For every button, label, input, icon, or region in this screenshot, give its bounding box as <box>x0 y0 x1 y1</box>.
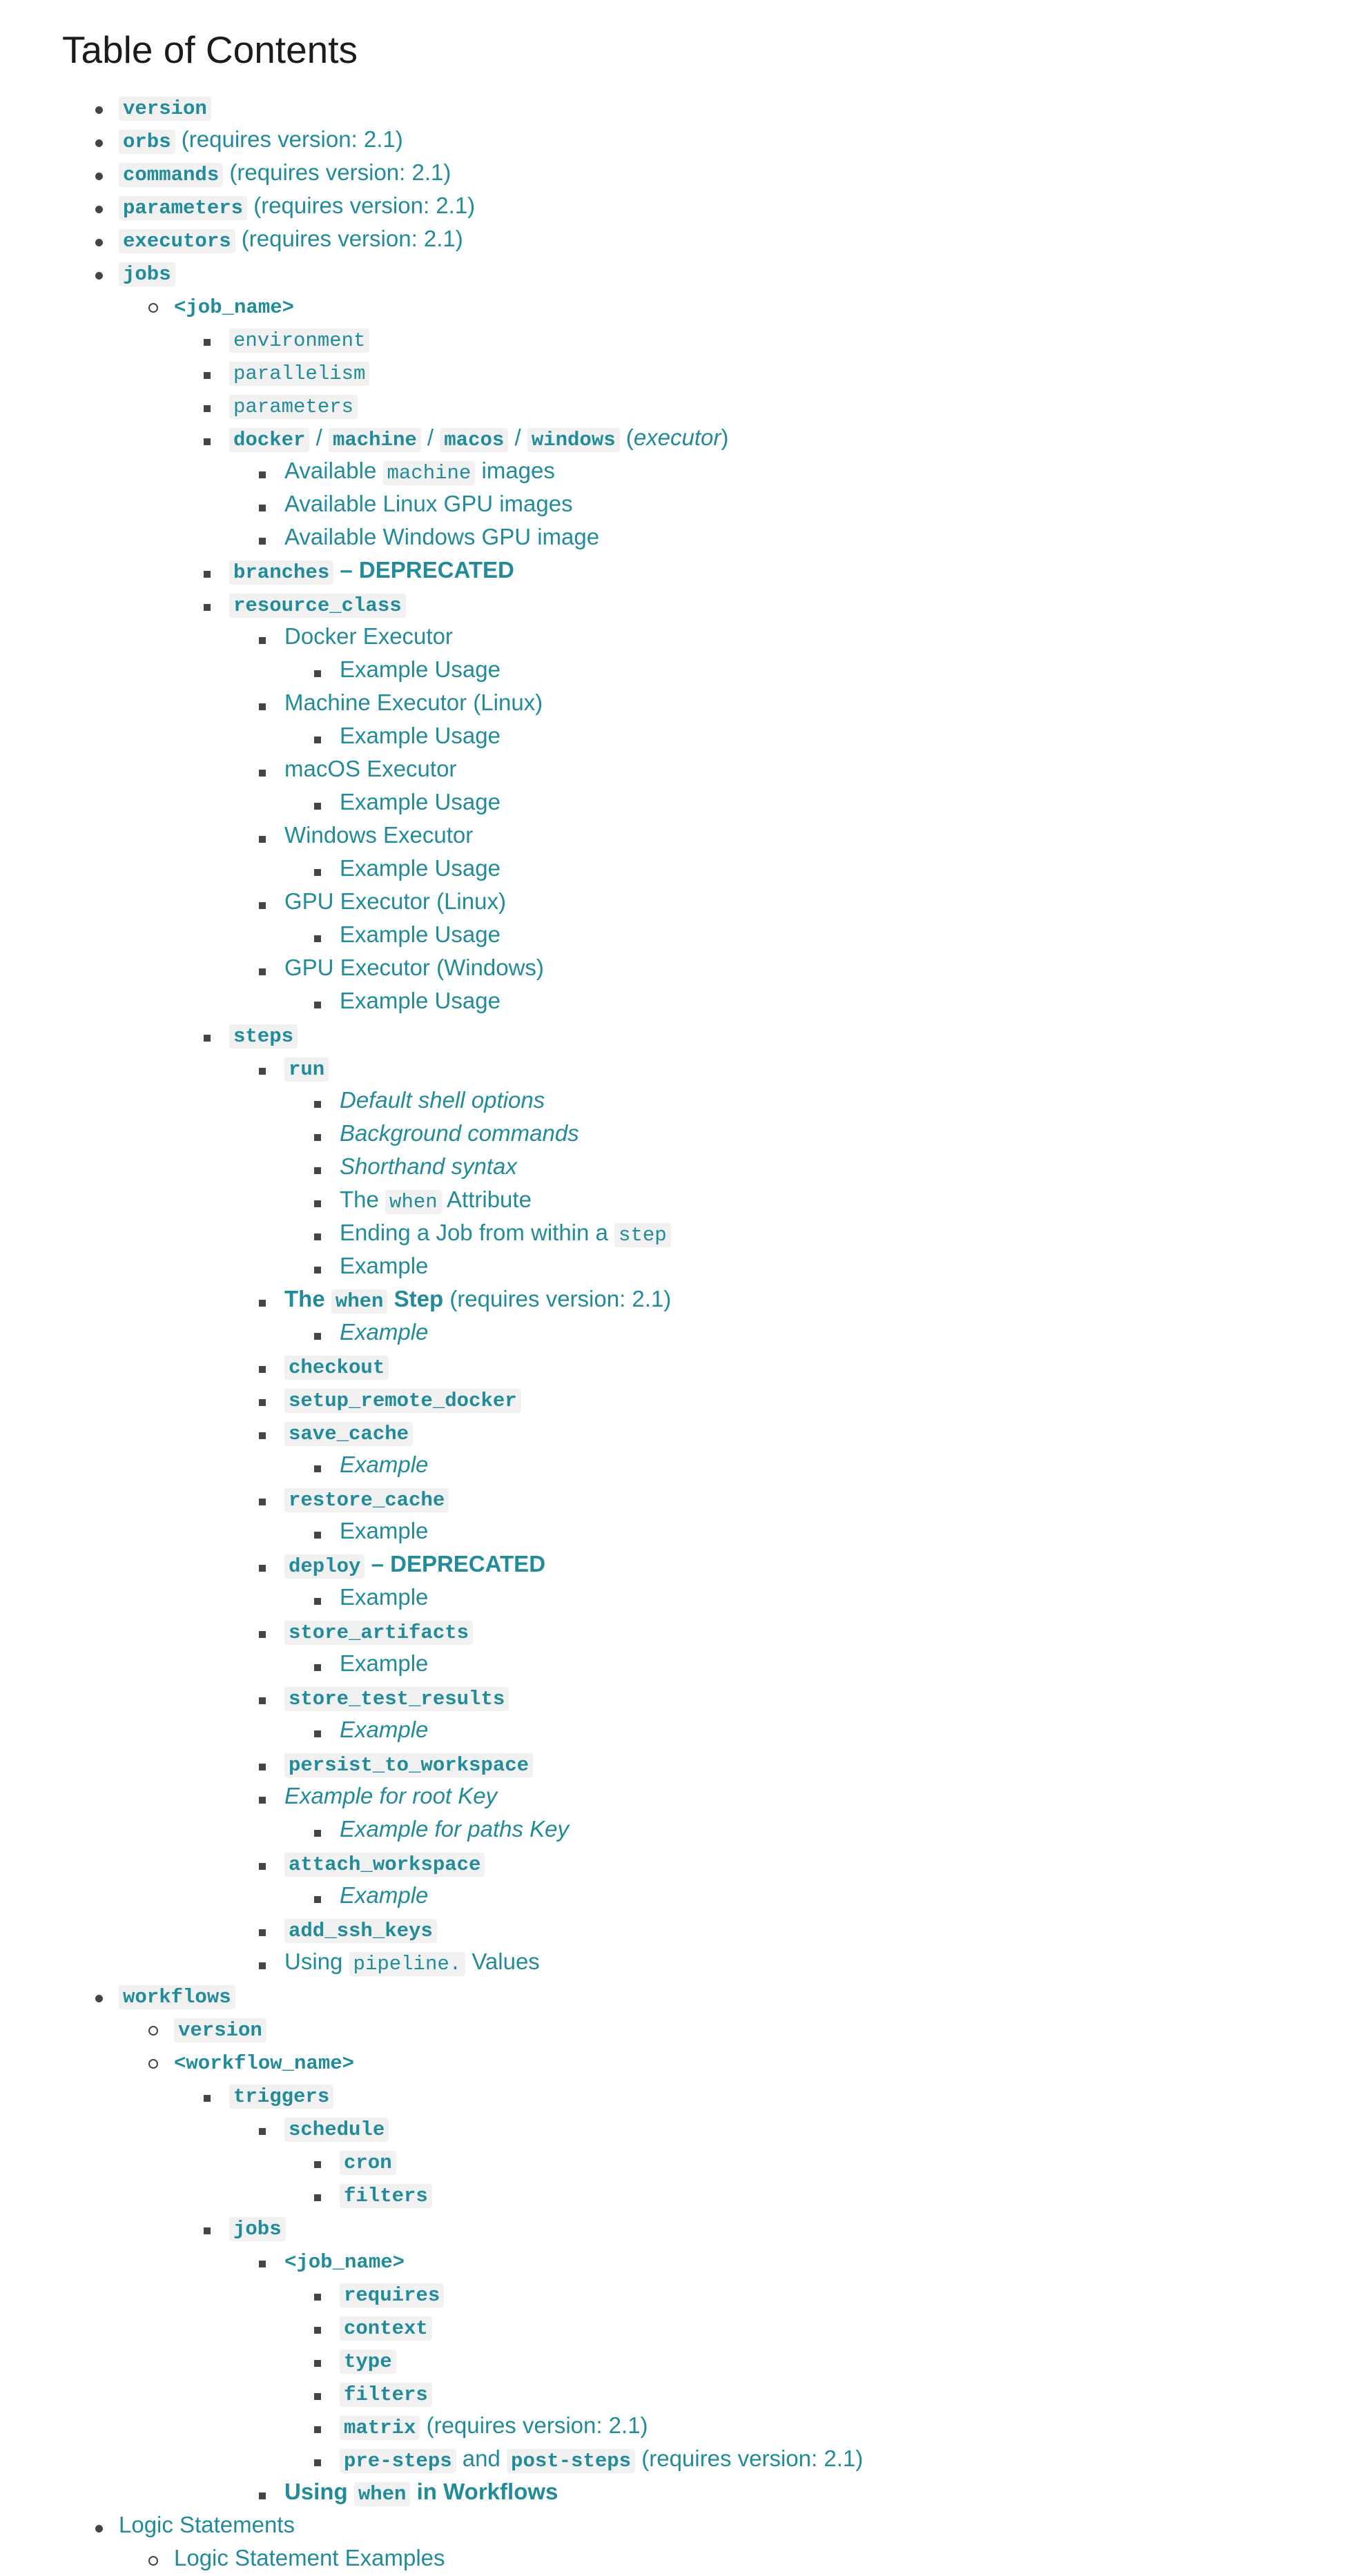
bullet-square-icon <box>259 1962 266 1969</box>
bullet-square-icon <box>259 637 266 644</box>
toc-item-workflows[interactable]: workflows <box>62 1978 1360 2011</box>
bullet-square-icon <box>204 571 211 578</box>
bullet-square-icon <box>314 1465 321 1472</box>
toc-item-example-usage[interactable]: Example Usage <box>62 719 1360 752</box>
bullet-square-icon <box>314 1267 321 1274</box>
bullet-square-icon <box>259 471 266 478</box>
bullet-square-icon <box>314 1730 321 1737</box>
bullet-square-icon <box>259 1863 266 1870</box>
bullet-square-icon <box>259 902 266 909</box>
bullet-square-icon <box>314 736 321 743</box>
toc-item-example-usage[interactable]: Example Usage <box>62 653 1360 686</box>
toc-item-gpu-executor-linux[interactable]: GPU Executor (Linux) <box>62 885 1360 918</box>
bullet-square-icon <box>314 1101 321 1108</box>
toc-item-branches[interactable]: branches – DEPRECATED <box>62 554 1360 587</box>
toc-item-macos-executor[interactable]: macOS Executor <box>62 752 1360 786</box>
toc-item-workflow-jobs[interactable]: jobs <box>62 2210 1360 2243</box>
bullet-square-icon <box>259 703 266 710</box>
bullet-square-icon <box>314 1200 321 1207</box>
toc-list <box>62 90 1360 2575</box>
toc-item-setup-remote-docker[interactable]: setup_remote_docker <box>62 1382 1360 1415</box>
bullet-square-icon <box>204 2095 211 2102</box>
toc-item-example[interactable]: Example <box>62 1581 1360 1614</box>
toc-item-run[interactable]: run <box>62 1051 1360 1084</box>
toc-item-store-artifacts[interactable]: store_artifacts <box>62 1614 1360 1647</box>
bullet-square-icon <box>259 1399 266 1406</box>
toc-item-restore-cache[interactable]: restore_cache <box>62 1481 1360 1514</box>
toc-item-context[interactable]: context <box>62 2310 1360 2343</box>
bullet-square-icon <box>259 1300 266 1307</box>
bullet-square-icon <box>259 1565 266 1572</box>
bullet-square-icon <box>314 2393 321 2400</box>
bullet-square-icon <box>259 2492 266 2499</box>
bullet-square-icon <box>314 1002 321 1008</box>
bullet-square-icon <box>204 2227 211 2234</box>
bullet-square-icon <box>259 1697 266 1704</box>
toc-item-example[interactable]: Example <box>62 1713 1360 1746</box>
toc-item-when-step[interactable]: The when Step (requires version: 2.1) <box>62 1282 1360 1316</box>
bullet-circle-icon <box>148 2026 158 2036</box>
toc-item-deploy[interactable]: deploy – DEPRECATED <box>62 1548 1360 1581</box>
toc-item-example[interactable]: Example <box>62 1514 1360 1548</box>
toc-item-shorthand-syntax[interactable]: Shorthand syntax <box>62 1150 1360 1183</box>
toc-item-type[interactable]: type <box>62 2343 1360 2376</box>
toc-item-docker-executor[interactable]: Docker Executor <box>62 620 1360 653</box>
toc-item-workflow-version[interactable]: version <box>62 2011 1360 2045</box>
toc-item-example-paths-key[interactable]: Example for paths Key <box>62 1813 1360 1846</box>
toc-item-store-test-results[interactable]: store_test_results <box>62 1680 1360 1713</box>
toc-item-steps[interactable]: steps <box>62 1017 1360 1051</box>
toc-item-available-windows-gpu-image[interactable]: Available Windows GPU image <box>62 520 1360 554</box>
toc-item-logic-statement-examples[interactable]: Logic Statement Examples <box>62 2541 1360 2575</box>
toc-item-windows-executor[interactable]: Windows Executor <box>62 819 1360 852</box>
toc-item-available-linux-gpu-images[interactable]: Available Linux GPU images <box>62 487 1360 520</box>
toc-item-commands[interactable]: commands (requires version: 2.1) <box>62 156 1360 189</box>
toc-item-example-usage[interactable]: Example Usage <box>62 984 1360 1017</box>
toc-item-example[interactable]: Example <box>62 1647 1360 1680</box>
toc-item-when-attribute[interactable]: The when Attribute <box>62 1183 1360 1216</box>
bullet-square-icon <box>259 1432 266 1439</box>
toc-item-workflow-job-name[interactable]: <job_name> <box>62 2243 1360 2276</box>
bullet-square-icon <box>259 836 266 843</box>
toc-item-using-pipeline-values[interactable]: Using pipeline. Values <box>62 1945 1360 1978</box>
bullet-square-icon <box>259 1631 266 1638</box>
bullet-square-icon <box>259 968 266 975</box>
toc-item-orbs[interactable]: orbs (requires version: 2.1) <box>62 123 1360 156</box>
toc-item-example[interactable]: Example <box>62 1448 1360 1481</box>
bullet-square-icon <box>259 2128 266 2135</box>
bullet-square-icon <box>314 1532 321 1539</box>
bullet-square-icon <box>314 2294 321 2301</box>
toc-item-example-root-key[interactable]: Example for root Key <box>62 1779 1360 1813</box>
bullet-disc-icon <box>95 139 103 147</box>
toc-item-attach-workspace[interactable]: attach_workspace <box>62 1846 1360 1879</box>
toc-item-checkout[interactable]: checkout <box>62 1349 1360 1382</box>
bullet-square-icon <box>204 372 211 379</box>
bullet-square-icon <box>314 935 321 942</box>
toc-item-background-commands[interactable]: Background commands <box>62 1117 1360 1150</box>
toc-item-persist-to-workspace[interactable]: persist_to_workspace <box>62 1746 1360 1779</box>
bullet-disc-icon <box>95 173 103 180</box>
bullet-square-icon <box>259 1764 266 1770</box>
bullet-square-icon <box>259 505 266 511</box>
bullet-square-icon <box>314 1134 321 1141</box>
bullet-square-icon <box>314 2161 321 2168</box>
toc-item-save-cache[interactable]: save_cache <box>62 1415 1360 1448</box>
toc-item-example-usage[interactable]: Example Usage <box>62 918 1360 951</box>
bullet-disc-icon <box>95 2525 103 2533</box>
toc-item-parallelism[interactable]: parallelism <box>62 355 1360 388</box>
bullet-square-icon <box>314 2459 321 2466</box>
bullet-square-icon <box>259 1797 266 1804</box>
bullet-square-icon <box>314 1598 321 1605</box>
toc-item-filters[interactable]: filters <box>62 2177 1360 2210</box>
bullet-square-icon <box>314 1167 321 1174</box>
bullet-square-icon <box>314 1333 321 1340</box>
toc-item-add-ssh-keys[interactable]: add_ssh_keys <box>62 1912 1360 1945</box>
bullet-circle-icon <box>148 2059 158 2069</box>
toc-item-example[interactable]: Example <box>62 1316 1360 1349</box>
bullet-disc-icon <box>95 272 103 280</box>
toc-item-resource-class[interactable]: resource_class <box>62 587 1360 620</box>
bullet-square-icon <box>259 770 266 777</box>
bullet-circle-icon <box>148 2556 158 2566</box>
bullet-square-icon <box>204 604 211 611</box>
toc-item-cron[interactable]: cron <box>62 2144 1360 2177</box>
bullet-disc-icon <box>95 1995 103 2002</box>
bullet-square-icon <box>204 438 211 445</box>
bullet-square-icon <box>314 1664 321 1671</box>
toc-item-triggers[interactable]: triggers <box>62 2078 1360 2111</box>
toc-item-job-parameters[interactable]: parameters <box>62 388 1360 421</box>
bullet-square-icon <box>259 2261 266 2267</box>
toc-item-requires[interactable]: requires <box>62 2276 1360 2310</box>
toc-item-matrix[interactable]: matrix (requires version: 2.1) <box>62 2409 1360 2442</box>
toc-item-example[interactable]: Example <box>62 1249 1360 1282</box>
toc-item-parameters[interactable]: parameters (requires version: 2.1) <box>62 189 1360 222</box>
toc-item-jobs[interactable]: jobs <box>62 255 1360 289</box>
bullet-square-icon <box>259 1068 266 1075</box>
bullet-square-icon <box>314 2426 321 2433</box>
toc-item-workflow-name[interactable]: <workflow_name> <box>62 2045 1360 2078</box>
toc-item-version[interactable]: version <box>62 90 1360 123</box>
toc-item-gpu-executor-windows[interactable]: GPU Executor (Windows) <box>62 951 1360 984</box>
bullet-square-icon <box>314 1896 321 1903</box>
toc-item-using-when-in-workflows[interactable]: Using when in Workflows <box>62 2475 1360 2508</box>
toc-item-example[interactable]: Example <box>62 1879 1360 1912</box>
bullet-square-icon <box>259 1499 266 1505</box>
toc-item-machine-executor-linux[interactable]: Machine Executor (Linux) <box>62 686 1360 719</box>
toc-item-executors[interactable]: executors (requires version: 2.1) <box>62 222 1360 255</box>
bullet-disc-icon <box>95 106 103 114</box>
bullet-square-icon <box>314 2360 321 2367</box>
toc-item-default-shell-options[interactable]: Default shell options <box>62 1084 1360 1117</box>
bullet-square-icon <box>314 2194 321 2201</box>
toc-item-example-usage[interactable]: Example Usage <box>62 786 1360 819</box>
toc-item-job-name[interactable]: <job_name> <box>62 289 1360 322</box>
bullet-square-icon <box>314 869 321 876</box>
toc-item-ending-job[interactable]: Ending a Job from within a step <box>62 1216 1360 1249</box>
bullet-square-icon <box>259 1366 266 1373</box>
bullet-square-icon <box>259 1929 266 1936</box>
toc-item-available-machine-images[interactable]: Available machine images <box>62 454 1360 487</box>
toc-item-docker-machine-macos-windows[interactable]: docker / machine / macos / windows (executor) <box>62 421 1360 454</box>
page-title: Table of Contents <box>62 28 358 71</box>
toc-item-pre-post-steps[interactable]: pre-steps and post-steps (requires version: 2.1) <box>62 2442 1360 2475</box>
bullet-square-icon <box>314 670 321 677</box>
bullet-square-icon <box>204 1035 211 1042</box>
toc-item-workflow-job-filters[interactable]: filters <box>62 2376 1360 2409</box>
toc-item-environment[interactable]: environment <box>62 322 1360 355</box>
bullet-square-icon <box>314 803 321 810</box>
toc-item-logic-statements[interactable]: Logic Statements <box>62 2508 1360 2541</box>
bullet-square-icon <box>259 538 266 545</box>
bullet-disc-icon <box>95 206 103 213</box>
bullet-disc-icon <box>95 239 103 246</box>
bullet-square-icon <box>314 2327 321 2334</box>
toc-item-schedule[interactable]: schedule <box>62 2111 1360 2144</box>
toc-item-example-usage[interactable]: Example Usage <box>62 852 1360 885</box>
bullet-square-icon <box>204 405 211 412</box>
bullet-square-icon <box>314 1233 321 1240</box>
bullet-square-icon <box>314 1830 321 1837</box>
bullet-circle-icon <box>148 303 158 313</box>
bullet-square-icon <box>204 339 211 346</box>
